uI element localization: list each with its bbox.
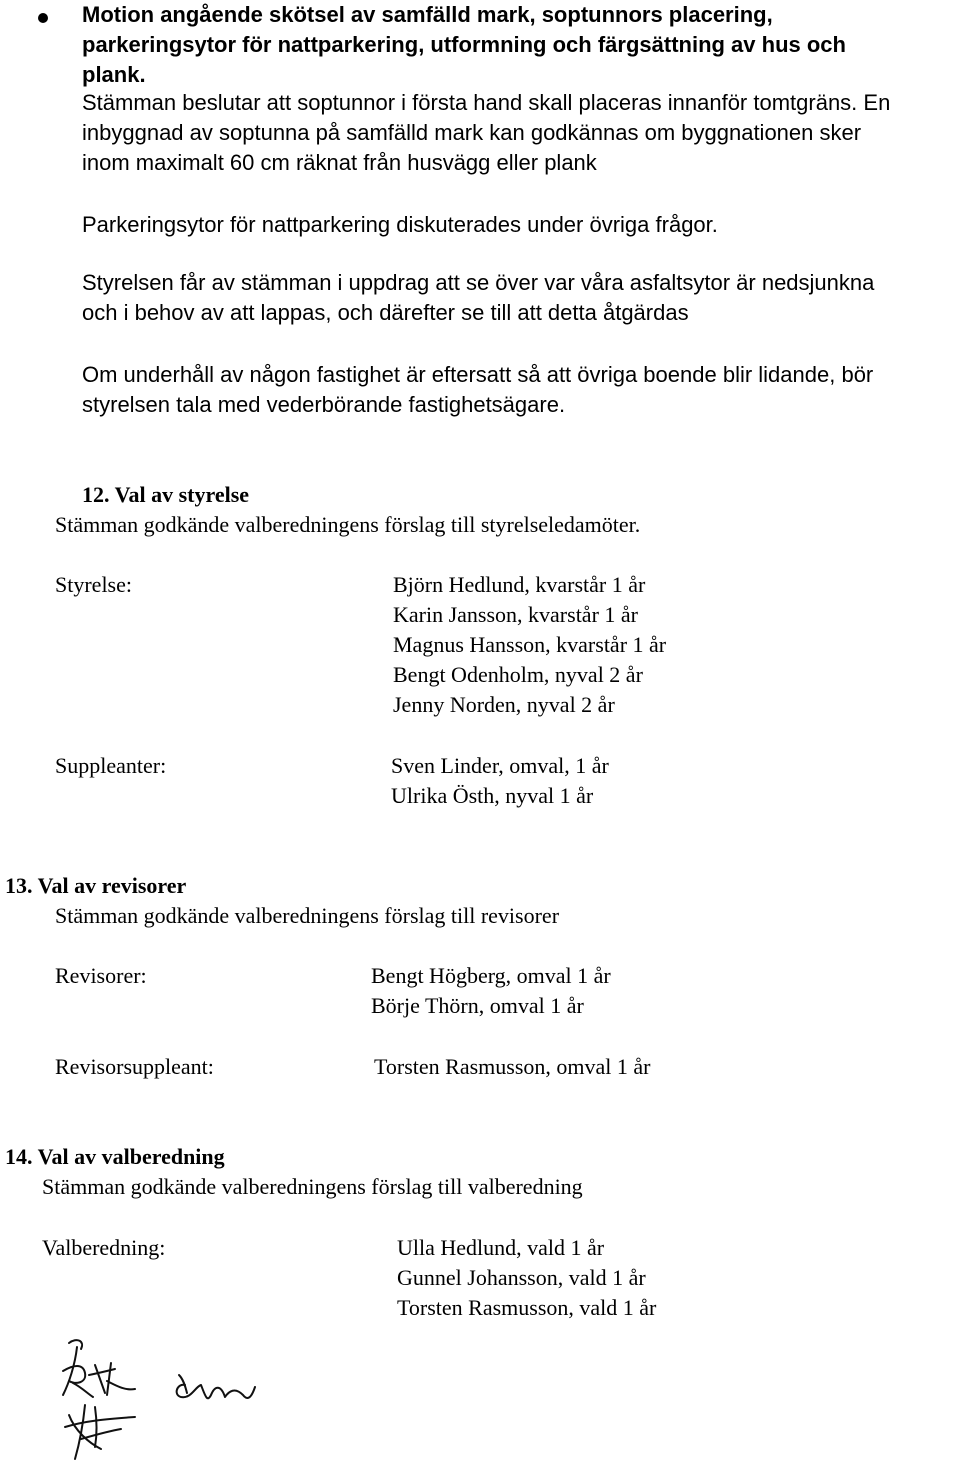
section-13-heading <box>5 871 186 901</box>
list-item: Sven Linder, omval, 1 år <box>391 753 609 778</box>
committee-label: Valberedning: <box>42 1235 166 1260</box>
motion-paragraph-4 <box>82 360 873 420</box>
list-item: Gunnel Johansson, vald 1 år <box>397 1265 646 1290</box>
paragraph-line: Om underhåll av någon fastighet är eftersatt så att övriga boende blir lidande, bör <box>82 362 874 387</box>
list-item: Börje Thörn, omval 1 år <box>371 993 584 1018</box>
board-list <box>393 570 666 720</box>
section-number: 14. <box>5 1144 33 1169</box>
section-title: Val av styrelse <box>114 482 250 507</box>
paragraph-line: och i behov av att lappas, och därefter se till att detta åtgärdas <box>82 300 689 325</box>
paragraph-line: Styrelsen får av stämman i uppdrag att se över var våra asfaltsytor är nedsjunkna <box>82 270 875 295</box>
motion-paragraph-3 <box>82 268 874 328</box>
list-item: Ulrika Östh, nyval 1 år <box>391 783 594 808</box>
paragraph-line: styrelsen tala med vederbörande fastighetsägare. <box>82 392 566 417</box>
auditors-list <box>371 961 611 1021</box>
committee-list <box>397 1233 656 1323</box>
deputies-label: Suppleanter: <box>55 753 167 778</box>
section-12-heading <box>82 480 249 510</box>
section-13-text: Stämman godkände valberedningens förslag till revisorer <box>55 903 560 928</box>
auditors-label: Revisorer: <box>55 963 147 988</box>
paragraph-line: inbyggnad av soptunna på samfälld mark kan godkännas om byggnationen sker <box>82 120 862 145</box>
deputies-list <box>391 751 609 811</box>
section-title: Val av revisorer <box>37 873 187 898</box>
list-item: Magnus Hansson, kvarstår 1 år <box>393 632 667 657</box>
motion-paragraph-2: Parkeringsytor för nattparkering diskuterades under övriga frågor. <box>82 212 718 237</box>
section-12-text: Stämman godkände valberedningens förslag till styrelseledamöter. <box>55 512 641 537</box>
paragraph-line: Stämman beslutar att soptunnor i första hand skall placeras innanför tomtgräns. En <box>82 90 891 115</box>
section-number: 12. <box>82 482 110 507</box>
deputy-auditor: Torsten Rasmusson, omval 1 år <box>374 1054 651 1079</box>
section-title: Val av valberedning <box>37 1144 225 1169</box>
list-item: Ulla Hedlund, vald 1 år <box>397 1235 605 1260</box>
list-item: Björn Hedlund, kvarstår 1 år <box>393 572 646 597</box>
motion-heading-line: Motion angående skötsel av samfälld mark, soptunnors placering, <box>82 2 773 27</box>
deputy-auditor-label: Revisorsuppleant: <box>55 1054 214 1079</box>
list-item: Bengt Odenholm, nyval 2 år <box>393 662 643 687</box>
list-item: Bengt Högberg, omval 1 år <box>371 963 611 988</box>
motion-heading <box>82 0 846 90</box>
motion-heading-line: plank. <box>82 62 146 87</box>
motion-heading-line: parkeringsytor för nattparkering, utformning och färgsättning av hus och <box>82 32 846 57</box>
section-14-text: Stämman godkände valberedningens förslag till valberedning <box>42 1174 583 1199</box>
board-label: Styrelse: <box>55 572 132 597</box>
paragraph-line: inom maximalt 60 cm räknat från husvägg eller plank <box>82 150 597 175</box>
section-14-heading <box>5 1142 225 1172</box>
list-item: Karin Jansson, kvarstår 1 år <box>393 602 638 627</box>
list-item: Jenny Norden, nyval 2 år <box>393 692 615 717</box>
bullet-icon <box>38 13 48 23</box>
motion-paragraph-1 <box>82 88 890 178</box>
section-number: 13. <box>5 873 33 898</box>
signature-initials <box>55 1335 285 1461</box>
list-item: Torsten Rasmusson, vald 1 år <box>397 1295 657 1320</box>
